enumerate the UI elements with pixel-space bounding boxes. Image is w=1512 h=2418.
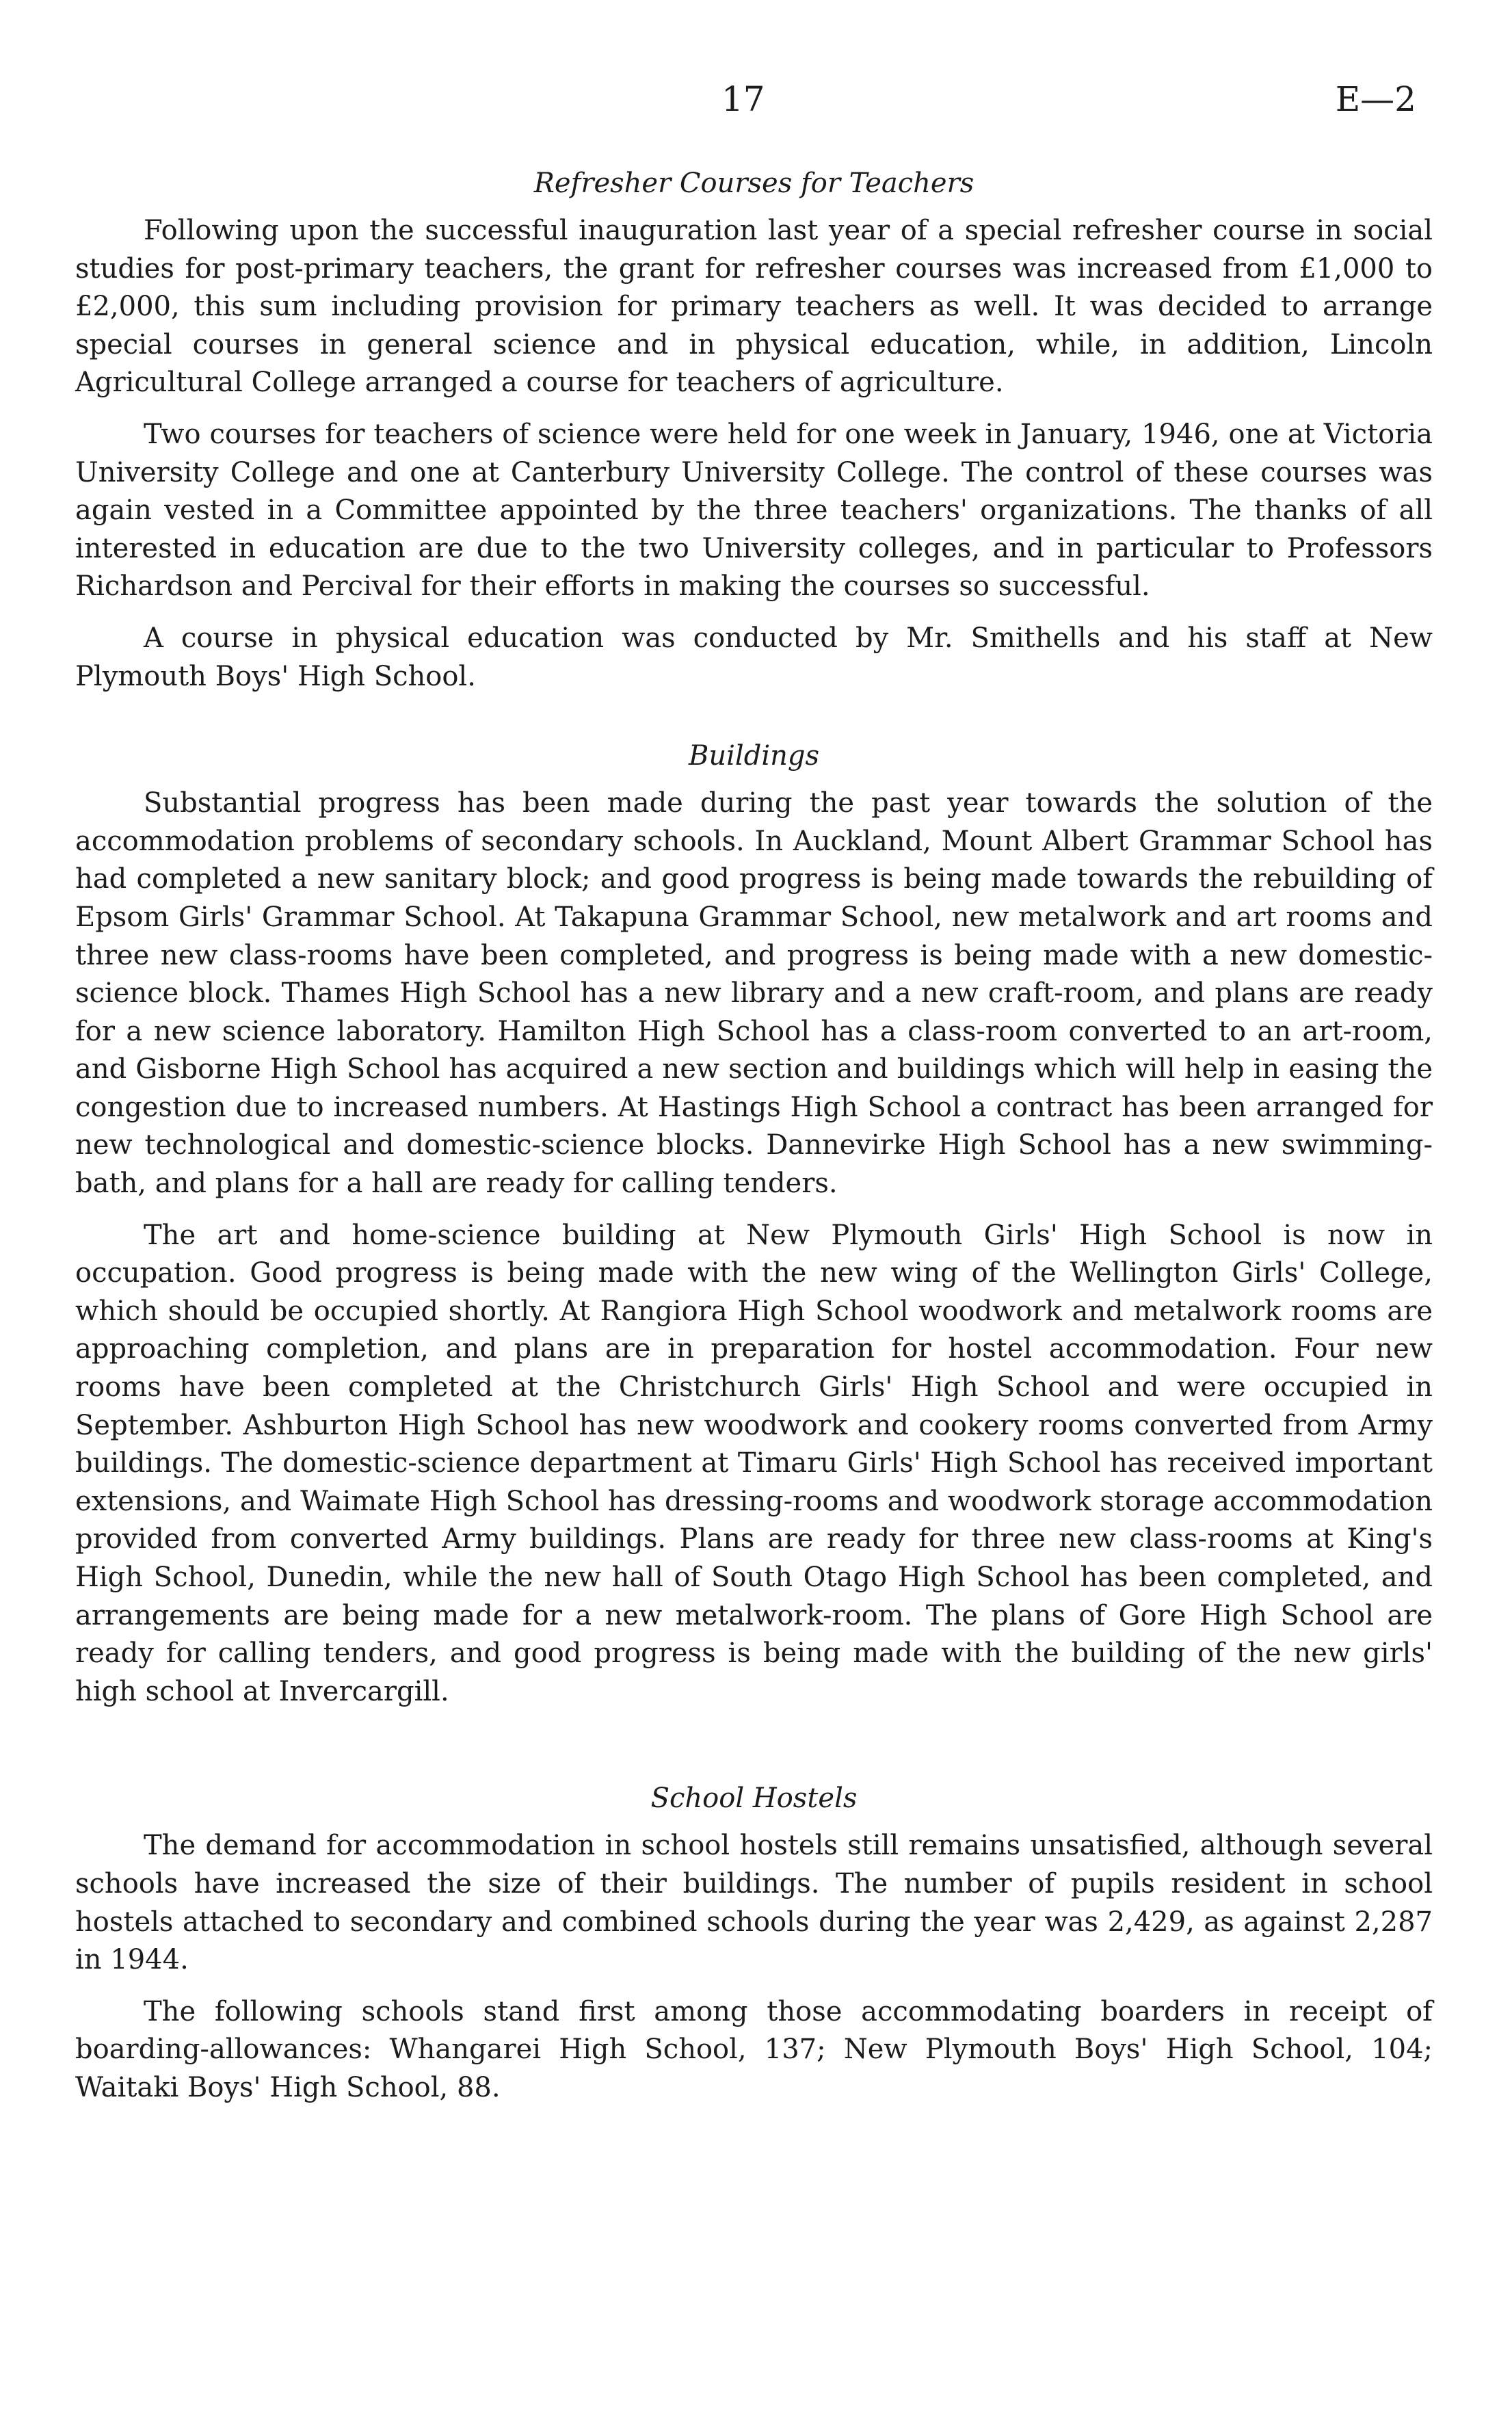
section-heading: School Hostels: [650, 1783, 858, 1815]
paragraph: Two courses for teachers of science were held for one week in January, 1946, one at Victoria University College and one at Canterbury University College. The control of these courses was again vested in a Committee appointed by the three teachers' organizations. The thanks of all interested in education are due to the two University colleges, and in particular to Professors Richardson and Percival for their efforts in making the courses so successful.: [75, 418, 1433, 603]
paragraph: Substantial progress has been made during the past year towards the solution of the accommodation problems of secondary schools. In Auckland, Mount Albert Grammar School has had completed a new sanitary block; and good progress is being made towards the rebuilding of Epsom Girls' Grammar School. At Takapuna Grammar School, new metalwork and art rooms and three new class-rooms have been completed, and progress is being made with a new domestic-science block. Thames High School has a new library and a new craft-room, and plans are ready for a new science laboratory. Hamilton High School has a class-room converted to an art-room, and Gisborne High School has acquired a new section and buildings which will help in easing the congestion due to increased numbers. At Hastings High School a contract has been arranged for new technological and domestic-science blocks. Dannevirke High School has a new swimming-bath, and plans for a hall are ready for calling tenders.: [75, 787, 1433, 1200]
section-buildings: [75, 737, 1433, 1711]
page-header: [0, 75, 1512, 123]
paragraph: The art and home-science building at New Plymouth Girls' High School is now in occupation. Good progress is being made with the new wing of the Wellington Girls' College, which should be occupied shortly. At Rangiora High School woodwork and metalwork rooms are approaching completion, and plans are in preparation for hostel accommodation. Four new rooms have been completed at the Christchurch Girls' High School and were occupied in September. Ashburton High School has new woodwork and cookery rooms converted from Army buildings. The domestic-science department at Timaru Girls' High School has received important extensions, and Waimate High School has dressing-rooms and woodwork storage accommodation provided from converted Army buildings. Plans are ready for three new class-rooms at King's High School, Dunedin, while the new hall of South Otago High School has been completed, and arrangements are being made for a new metalwork-room. The plans of Gore High School are ready for calling tenders, and good progress is being made with the building of the new girls' high school at Invercargill.: [75, 1219, 1433, 1707]
paragraph: A course in physical education was conducted by Mr. Smithells and his staff at New Plymouth Boys' High School.: [75, 622, 1433, 692]
paragraph: The following schools stand first among those accommodating boarders in receipt of boarding-allowances: Whangarei High School, 137; New Plymouth Boys' High School, 104; Waitaki Boys' High School, 88.: [75, 1995, 1433, 2103]
page-number: 17: [721, 79, 765, 119]
section-refresher-courses: [75, 164, 1433, 696]
page-content: [75, 164, 1433, 2121]
section-heading: Refresher Courses for Teachers: [533, 168, 974, 199]
document-code: E—2: [1335, 79, 1416, 119]
section-heading: Buildings: [688, 740, 820, 772]
section-school-hostels: [75, 1779, 1433, 2107]
paragraph: Following upon the successful inauguration last year of a special refresher course in social studies for post-primary teachers, the grant for refresher courses was increased from £1,000 to £2,000, this sum including provision for primary teachers as well. It was decided to arrange special courses in general science and in physical education, while, in addition, Lincoln Agricultural College arranged a course for teachers of agriculture.: [75, 215, 1433, 399]
paragraph: The demand for accommodation in school hostels still remains unsatisfied, although several schools have increased the size of their buildings. The number of pupils resident in school hostels attached to secondary and combined schools during the year was 2,429, as against 2,287 in 1944.: [75, 1830, 1433, 1976]
